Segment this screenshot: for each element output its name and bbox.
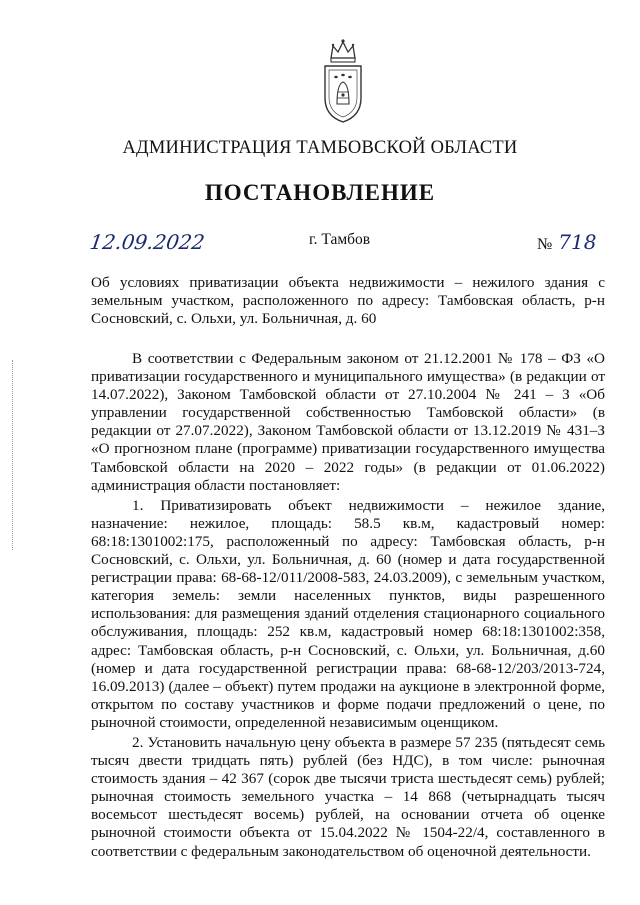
body-paragraph-item-1: 1. Приватизировать объект недвижимости – нежилое здание, назначение: нежилое, площадь: 58.5 кв.м, кадастровый номер: 68:18:1301002:175, расположенный по адресу: Тамбовская область, р-н Сосновский, с. Ольхи, ул. Больничная, д. 60 (номер и дата государственной регистрации права: 68-68-12/011/2008-583, 24.03.2009), с земельным участком, категория земель: земли населенных пунктов, виды разрешенного использования: для размещения зданий отделения стационарного социального обслуживания, площадь: 252 кв.м, кадастровый номер 68:18:1301002:358, адрес: Тамбовская область, р-н Сосновский, с. Ольхи, ул. Больничная, д.60 (номер и дата государственной регистрации права: 68-68-12/203/2013-724, 16.09.2013) (далее – объект) путем продажи на аукционе в электронной форме, открытом по составу участников и форме подачи предложений о цене, по рыночной стоимости, определенной независимым оценщиком. xyxy=(91,496,605,731)
body-paragraph-preamble: В соответствии с Федеральным законом от 21.12.2001 № 178 – ФЗ «О приватизации государственного и муниципального имущества» (в редакции от 14.07.2022), Законом Тамбовской области от 27.10.2004 № 241 – З «Об управлении государственной собственностью Тамбовской области» (в редакции от 27.07.2022), Законом Тамбовской области от 13.12.2019 № 431–З «О прогнозном плане (программе) приватизации государственного имущества Тамбовской области на 2020 – 2022 годы» (в редакции от 01.06.2022) администрация области постановляет: xyxy=(91,350,605,494)
scan-margin-mark xyxy=(12,360,14,550)
number-sign: № xyxy=(537,236,553,253)
organization-name: АДМИНИСТРАЦИЯ ТАМБОВСКОЙ ОБЛАСТИ xyxy=(122,138,518,158)
city-label: г. Тамбов xyxy=(309,231,371,248)
body-paragraph-item-2: 2. Установить начальную цену объекта в размере 57 235 (пятьдесят семь тысяч двести тридцать пять) рублей (без НДС), в том числе: рыночная стоимость здания – 42 367 (сорок две тысячи триста шестьдесят семь) рублей; рыночная стоимость земельного участка – 14 868 (четырнадцать тысяч восемьсот шестьдесят восемь) рублей, на основании отчета об оценке рыночной стоимости объекта от 15.04.2022 № 1504-22/4, составленного в соответствии с федеральным законодательством об оценочной деятельности. xyxy=(91,733,605,860)
document-title: Об условиях приватизации объекта недвижимости – нежилого здания с земельным участком, расположенного по адресу: Тамбовская область, р-н Сосновский, с. Ольхи, ул. Больничная, д. 60 xyxy=(91,274,605,327)
handwritten-number: 718 xyxy=(558,230,597,254)
coat-of-arms-emblem xyxy=(321,36,365,124)
document-number xyxy=(537,230,596,254)
document-type-heading: ПОСТАНОВЛЕНИЕ xyxy=(204,180,436,205)
document-body xyxy=(91,350,605,863)
handwritten-date: 12.09.2022 xyxy=(88,230,207,254)
